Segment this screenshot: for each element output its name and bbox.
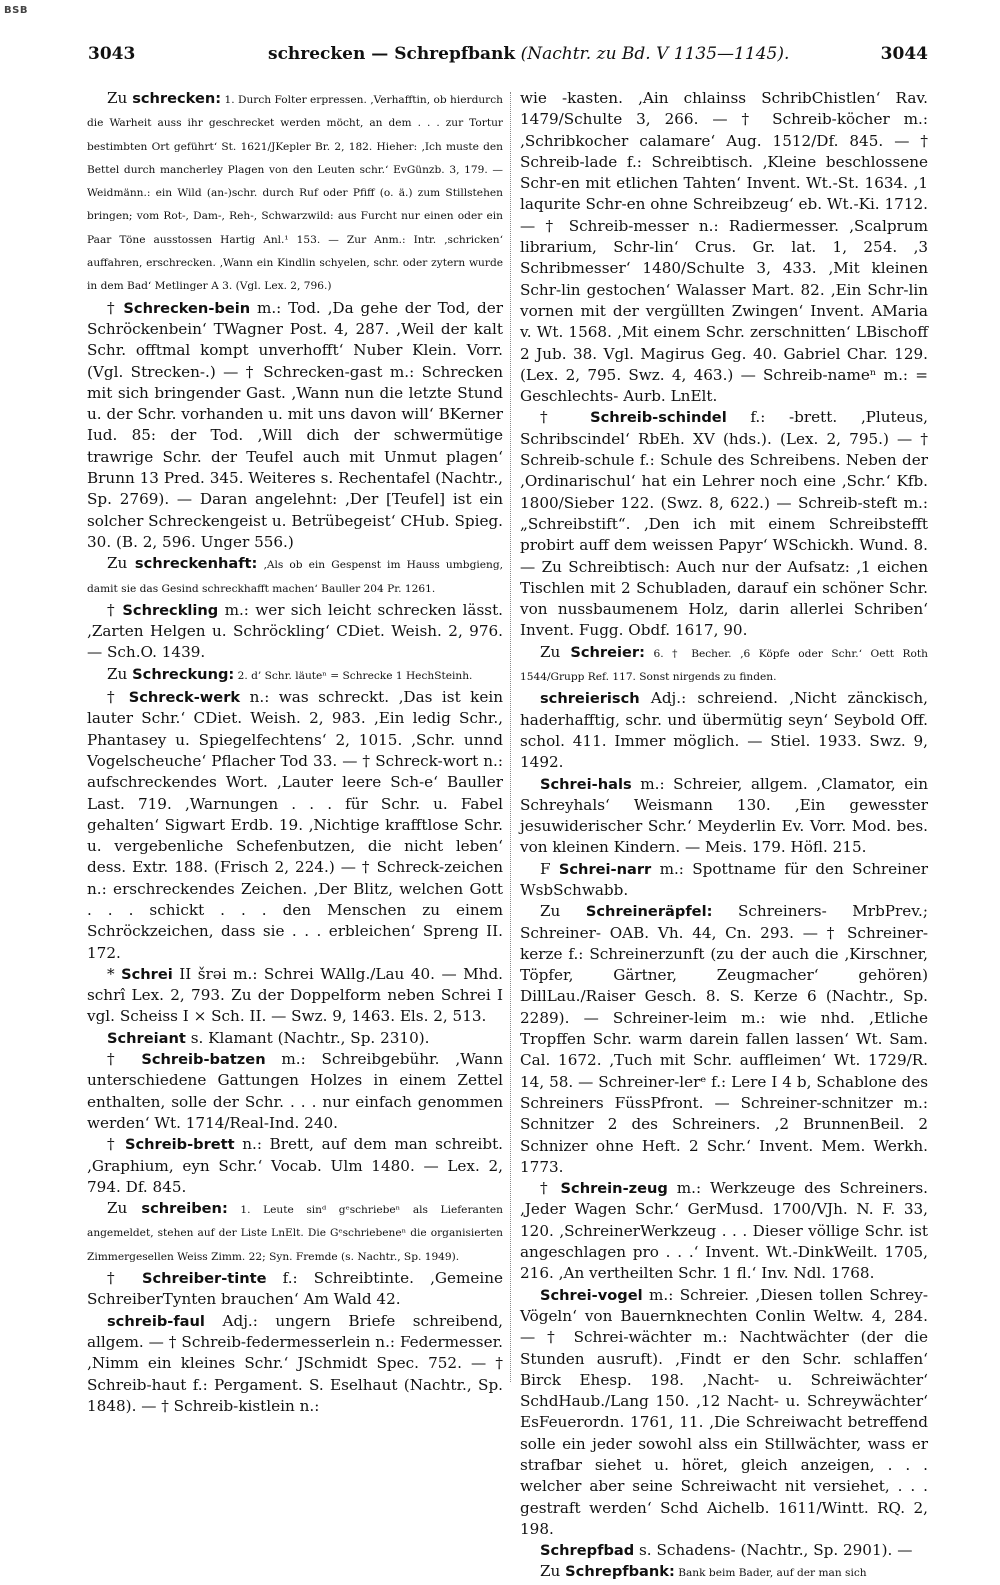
entry-definition: n.: Brett, auf dem man schreibt. ‚Graphium, eyn Schr.‘ Vocab. Ulm 1480. — Lex. 2, 794. Df. 845. — [87, 1135, 504, 1196]
entry-definition: 2. d’ Schr. läuteⁿ = Schrecke 1 HechSteinh. — [234, 669, 473, 682]
entry-definition: m.: Schreier, allgem. ‚Clamator, ein Schreyhals‘ Weismann 130. ‚Ein gewesster jesuwiderischer Schr.‘ Meyderlin Ev. Vorr. Mod. bes. von kleinen Kindern. — Meis. 179. Höfl. 215. — [520, 774, 928, 857]
dictionary-entry — [87, 1268, 503, 1311]
entry-headword: Schrepfbank: — [565, 1563, 675, 1581]
entry-definition: 6. † Becher. ‚6 Köpfe oder Schr.‘ Oett Roth 1544/Grupp Ref. 117. Sonst nirgends zu finden. — [520, 647, 928, 684]
entry-definition: Schreiners- MrbPrev.; Schreiner- OAB. Vh. 44, Cn. 293. — † Schreiner-kerze f.: Schreinerzunft (zu der auch die ‚Kirschner, Töpfer, Gärtner, Zeugmacher‘ gehören) DillLau./Raiser Gesch. 8. S. Kerze 6 (Nachtr., Sp. 2289). — Schreiner-leim m.: wie nhd. ‚Etliche Tropffen Schr. warm darein fallen lassen‘ Wt. Sam. Cal. 1672. ‚Tuch mit Schr. auffleimen‘ Wt. 1729/R. 14, 58. — Schreiner-lerᵉ f.: Lere I 4 b, Schablone des Schreiners FüssPfront. — Schreiner-schnitzer m.: Schnitzer 2 des Schreiners. ‚2 BrunnenBeil. 2 Schnizer ohne Heft. 2 Schr.‘ Invent. Mem. Werkh. 1773. — [520, 902, 928, 1176]
entry-headword: schreierisch — [540, 690, 640, 708]
entry-headword: schreib-faul — [107, 1312, 205, 1330]
dictionary-entry — [520, 1561, 928, 1584]
dictionary-entry — [520, 859, 928, 902]
entry-headword: Schreiber-tinte — [142, 1270, 267, 1288]
dictionary-entry — [520, 88, 928, 407]
right-column — [520, 88, 929, 1581]
page-header — [88, 44, 928, 70]
entry-prefix: * — [107, 964, 122, 983]
entry-definition: m.: Spottname für den Schreiner WsbSchwabb. — [520, 859, 928, 899]
entry-definition: m.: Schreibgebühr. ‚Wann unterschiedene Gattungen Holzes in einem Zettel enthalten, solle der Schr. . . . nur einfach genommen werden‘ Wt. 1714/Real-Ind. 240. — [87, 1050, 504, 1132]
entry-headword: Schreib-brett — [124, 1136, 235, 1154]
entry-prefix: Zu — [540, 642, 571, 661]
entry-prefix: † — [540, 1179, 561, 1198]
entry-definition: 1. Durch Folter erpressen. ‚Verhafftin, ob hierdurch die Warheit auss ihr geschrecket werden möcht, an dem . . . zur Tortur bestimbten Ort geführt‘ St. 1621/JKepler Br. 2, 182. Hieher: ‚Ich muste den Bettel durch mancherley Plagen von den Leuten schr.‘ EvGünzb. 3, 179. — Weidmänn.: ein Wild (an-)schr. durch Ruf oder Pfiff (o. ä.) zum Stillstehen bringen; vom Rot-, Dam-, Reh-, Schwarzwild: aus Furcht nur einen oder ein Paar Töne ausstossen Hartig Anl.¹ 153. — Zur Anm.: Intr. ‚schricken‘ auffahren, erschrecken. ‚Wann ein Kindlin schyelen, schr. oder zytern wurde in dem Bad‘ Metlinger A 3. (Vgl. Lex. 2, 796.) — [87, 94, 503, 293]
entry-definition: s. Klamant (Nachtr., Sp. 2310). — [185, 1028, 430, 1047]
entry-headword: Schreib-batzen — [141, 1051, 266, 1069]
entry-prefix: † — [107, 1050, 142, 1069]
dictionary-entry — [87, 298, 503, 554]
entry-headword: Schrei-vogel — [540, 1286, 643, 1304]
column-divider — [510, 92, 511, 1382]
entry-headword: Schreib-schindel — [590, 409, 727, 427]
entry-prefix: † — [107, 688, 129, 707]
entry-headword: Schrecken-bein — [123, 299, 251, 317]
entry-definition: m.: Schreier. ‚Diesen tollen Schrey-Vögeln‘ von Bauernknechten Conlin Weltw. 4, 284. — † Schrei-wächter m.: Nachtwächter (der die Stunden ausruft). ‚Findt er den Schr. schlaffen‘ Birck Ehesp. 198. ‚Nacht- u. Schreiwächter‘ SchdHaub./Lang 150. ‚12 Nacht- u. Schreywächter‘ EsFeuerordn. 1761, 11. ‚Die Schreiwacht betreffend solle ein jeder sowohl alss ein Stillwächter, wass er strafbar siehet u. höret, gleich anzeigen, . . . welcher aber seine Schreiwacht nit versiehet, . . . gestraft werden‘ Schd Aichelb. 1611/Wintt. RQ. 2, 198. — [520, 1285, 928, 1538]
entry-headword: Schreineräpfel: — [585, 903, 713, 921]
entry-headword: Schrei-hals — [540, 775, 632, 793]
entry-headword: schreiben: — [141, 1200, 228, 1218]
entry-definition: ‚Als ob ein Gespenst im Hauss umbgieng, damit sie das Gesind schreckhafft machen‘ Bauller 204 Pr. 1261. — [87, 559, 503, 595]
dictionary-entry — [520, 1540, 928, 1561]
entry-prefix: F — [540, 859, 559, 878]
dictionary-entry — [87, 964, 503, 1028]
entry-headword: Schreier: — [570, 643, 645, 661]
entry-prefix: Zu — [107, 554, 135, 573]
entry-prefix: † — [107, 298, 124, 317]
entry-prefix: Zu — [540, 902, 586, 921]
running-title-words: schrecken — Schrepfbank — [268, 44, 516, 64]
dictionary-entry — [87, 88, 503, 298]
left-column — [87, 88, 504, 1415]
right-column-number: 3044 — [880, 44, 928, 64]
entry-headword: Schreiant — [107, 1029, 186, 1047]
entry-definition: II šrəi m.: Schrei WAllg./Lau 40. — Mhd. schrî Lex. 2, 793. Zu der Doppelform neben Schrei I vgl. Scheiss I × Sch. II. — Swz. 9, 1463. Els. 2, 513. — [87, 964, 503, 1026]
entry-prefix: † — [107, 600, 123, 619]
entry-prefix: Zu — [107, 1199, 142, 1218]
entry-headword: Schrein-zeug — [560, 1180, 668, 1198]
library-stamp: BSB — [4, 5, 28, 16]
dictionary-entry — [87, 1028, 503, 1049]
entry-headword: Schreckung: — [132, 665, 235, 683]
dictionary-entry — [87, 600, 503, 664]
dictionary-entry — [520, 407, 928, 641]
entry-definition: Adj.: schreiend. ‚Nicht zänckisch, haderhafftig, schr. und übermütig seyn‘ Seybold Off. schol. 411. Immer möglich. — Stiel. 1933. Swz. 9, 1492. — [520, 689, 928, 772]
running-title-note: (Nachtr. zu Bd. V 1135—1145). — [520, 44, 790, 64]
entry-definition: Adj.: ungern Briefe schreibend, allgem. — † Schreib-federmesserlein n.: Federmesser. ‚Nimm ein kleines Schr.‘ JSchmidt Spec. 752. — † Schreib-haut f.: Pergament. S. Eselhaut (Nachtr., Sp. 1848). — † Schreib-kistlein n.: — [87, 1311, 503, 1415]
dictionary-entry — [520, 1285, 928, 1541]
entry-prefix: † — [540, 408, 591, 427]
entry-headword: Schrepfbad — [540, 1542, 635, 1560]
dictionary-entry — [520, 901, 928, 1178]
dictionary-entry — [520, 774, 928, 859]
entry-definition: m.: Tod. ‚Da gehe der Tod, der Schröckenbein‘ TWagner Post. 4, 287. ‚Weil der kalt Schr. offtmal kompt unverhofft‘ Nuber Klein. Vorr. (Vgl. Strecken-.) — † Schrecken-gast m.: Schrecken mit sich bringender Gast. ‚Wann nun die letzte Stund u. der Schr. vorhanden u. mit uns davon will‘ BKerner Iud. 85: der Tod. ‚Will dich der schwermütige trawrige Schr. der Teufel auch mit Unmut plagen‘ Brunn 13 Pred. 345. Weiteres s. Rechentafel (Nachtr., Sp. 2769). — Daran angelehnt: ‚Der [Teufel] ist ein solcher Schreckengeist u. Betrübegeist‘ CHub. Spieg. 30. (B. 2, 596. Unger 556.) — [87, 298, 504, 551]
entry-definition: f.: Schreibtinte. ‚Gemeine SchreiberTynten brauchen‘ Am Wald 42. — [87, 1269, 504, 1309]
left-column-number: 3043 — [88, 44, 136, 64]
entry-prefix: Zu — [107, 89, 133, 107]
entry-prefix: Zu — [107, 664, 133, 683]
dictionary-entry — [87, 1134, 503, 1198]
dictionary-entry — [87, 687, 503, 964]
dictionary-entry — [87, 1311, 503, 1417]
entry-definition: n.: was schreckt. ‚Das ist kein lauter Schr.‘ CDiet. Weish. 2, 983. ‚Ein ledig Schr., Phantasey u. Spiegelfechtens‘ 2, 1015. ‚Schr. unnd Vogelscheuche‘ Pflacher Tod 33. — † Schreck-wort n.: aufschreckendes Wort. ‚Lauter leere Sch-e‘ Bauller Last. 719. ‚Warnungen . . . für Schr. u. Fabel gehalten‘ Sigwart Erdb. 19. ‚Nichtige krafftlose Schr. u. vergebenliche Schefenbutzen, die nicht leben‘ dess. Extr. 188. (Frisch 2, 224.) — † Schreck-zeichen n.: erschreckendes Zeichen. ‚Der Blitz, welchen Gott . . . schickt . . . den Menschen zu einem Schröckzeichen, dass sie . . . erbleichen‘ Spreng II. 172. — [87, 688, 504, 962]
entry-prefix: † — [107, 1269, 142, 1288]
entry-prefix: Zu — [540, 1562, 566, 1581]
entry-headword: Schreckling — [122, 601, 219, 619]
entry-definition: s. Schadens- (Nachtr., Sp. 2901). — — [634, 1541, 913, 1560]
entry-headword: Schrei-narr — [558, 860, 652, 878]
entry-headword: schrecken: — [132, 90, 222, 107]
dictionary-entry — [520, 642, 928, 689]
entry-definition: m.: wer sich leicht schrecken lässt. ‚Zarten Helgen u. Schröckling‘ CDiet. Weish. 2, 976. — Sch.O. 1439. — [87, 600, 503, 662]
dictionary-entry — [87, 1049, 503, 1134]
running-title — [268, 44, 789, 64]
entry-headword: Schrei — [121, 965, 173, 983]
entry-definition: 1. Leute sinᵈ gᵉschriebeⁿ als Lieferanten angemeldet, stehen auf der Liste LnElt. Die Gᵉschriebeneⁿ die organisierten Zimmergesellen Weiss Zimm. 22; Syn. Fremde (s. Nachtr., Sp. 1949). — [87, 1204, 503, 1263]
dictionary-entry — [520, 688, 928, 773]
entry-headword: Schreck-werk — [128, 689, 241, 707]
dictionary-entry — [520, 1178, 928, 1284]
entry-headword: schreckenhaft: — [134, 555, 258, 573]
entry-definition: Bank beim Bader, auf der man sich — [674, 1567, 867, 1580]
dictionary-entry — [87, 664, 503, 687]
entry-definition: m.: Werkzeuge des Schreiners. ‚Jeder Wagen Schr.‘ GerMusd. 1700/VJh. N. F. 33, 120. ‚SchreinerWerkzeug . . . Dieser völlige Schr. ist angeschlagen pro . . .‘ Invent. Wt.-DinkWeilt. 1705, 216. ‚An vertheilten Schr. 1 fl.‘ Inv. Ndl. 1768. — [520, 1179, 928, 1283]
entry-prefix: † — [107, 1135, 125, 1154]
dictionary-entry — [87, 553, 503, 600]
entry-definition: wie -kasten. ‚Ain chlainss SchribChistlen‘ Rav. 1479/Schulte 3, 266. — † Schreib-köcher m.: ‚Schribkocher calamare‘ Aug. 1512/Df. 845. — † Schreib-lade f.: Schreibtisch. ‚Kleine beschlossene Schr-en mit etlichen Tahten‘ Invent. Wt.-St. 1634. ‚1 laqurite Schr-en ohne Schreibzeug‘ eb. Wt.-Ki. 1712. — † Schreib-messer n.: Radiermesser. ‚Scalprum librarium, Schr-lin‘ Crus. Gr. lat. 1, 254. ‚3 Schribmesser‘ 1480/Schulte 3, 433. ‚Mit kleinen Schr-lin gestochen‘ Walasser Mart. 82. ‚Ein Schr-lin vornen mit der vergüllten Zwingen‘ Invent. AMaria v. Wt. 1568. ‚Mit einem Schr. zerschnitten‘ LBischoff 2 Jub. 38. Vgl. Magirus Geg. 40. Gabriel Char. 129. (Lex. 2, 795. Swz. 4, 463.) — Schreib-nameⁿ m.: = Geschlechts- Aurb. LnElt. — [520, 89, 928, 406]
dictionary-entry — [87, 1198, 503, 1268]
entry-definition: f.: -brett. ‚Pluteus, Schribscindel‘ RbEh. XV (hds.). (Lex. 2, 795.) — † Schreib-schule f.: Schule des Schreibens. Neben der ‚Ordinarischul‘ hat ein Lehrer noch eine ‚Schr.‘ Kfb. 1800/Sieber 122. (Swz. 8, 622.) — Schreib-steft m.: „Schreibstift“. ‚Den ich mit einem Schreibstefft probirt auff dem weissen Papyr‘ WSchickh. Wund. 8. — Zu Schreibtisch: Auch nur der Aufsatz: ‚1 eichen Tischlen mit 2 Schubladen, darauf ein schöner Schr. von nussbaumenem Holz, darin allerlei Schriben‘ Invent. Fugg. Obdf. 1617, 90. — [520, 408, 929, 640]
